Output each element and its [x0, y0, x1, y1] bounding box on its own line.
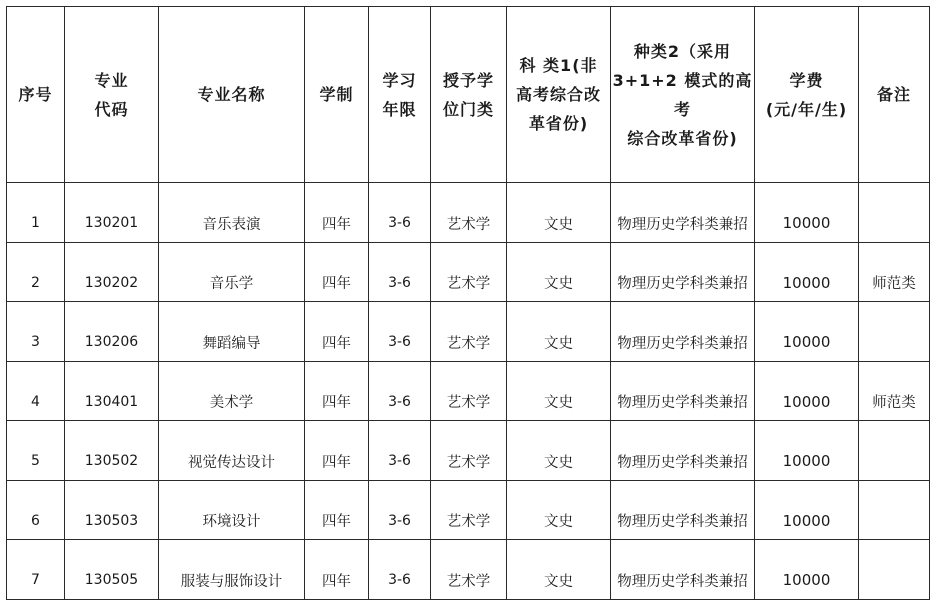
- cell-name: 音乐表演: [159, 183, 305, 243]
- cell-degree: 艺术学: [431, 302, 507, 362]
- cell-category1: 文史: [507, 302, 611, 362]
- table-row: [7, 540, 930, 600]
- cell-category2: 物理历史学科类兼招: [611, 421, 755, 481]
- cell-name: 音乐学: [159, 242, 305, 302]
- header-years-line: 年限: [382, 99, 417, 119]
- cell-category1: 文史: [507, 183, 611, 243]
- cell-seq: 7: [7, 540, 65, 600]
- cell-years: 3-6: [369, 361, 431, 421]
- cell-seq: 3: [7, 302, 65, 362]
- header-code-line: 专业: [94, 70, 129, 90]
- cell-degree: 艺术学: [431, 540, 507, 600]
- cell-system: 四年: [305, 421, 369, 481]
- cell-name: 美术学: [159, 361, 305, 421]
- cell-category2: 物理历史学科类兼招: [611, 361, 755, 421]
- header-fee-line: 学费: [789, 70, 824, 90]
- cell-category1: 文史: [507, 361, 611, 421]
- cell-system: 四年: [305, 540, 369, 600]
- cell-fee: 10000: [755, 183, 859, 243]
- table-row: [7, 242, 930, 302]
- header-category2-line: 种类2（采用: [633, 41, 732, 61]
- cell-fee: 10000: [755, 302, 859, 362]
- cell-note: [859, 421, 930, 481]
- cell-degree: 艺术学: [431, 421, 507, 481]
- cell-seq: 4: [7, 361, 65, 421]
- header-fee: [755, 7, 859, 183]
- header-category2-line: 3+1+2 模式的高考: [612, 70, 753, 119]
- header-degree: [431, 7, 507, 183]
- header-name-line: 专业名称: [197, 85, 266, 104]
- table-row: [7, 302, 930, 362]
- header-years: [369, 7, 431, 183]
- cell-degree: 艺术学: [431, 242, 507, 302]
- header-name: [159, 7, 305, 183]
- cell-years: 3-6: [369, 421, 431, 481]
- cell-category2: 物理历史学科类兼招: [611, 183, 755, 243]
- cell-name: 服装与服饰设计: [159, 540, 305, 600]
- cell-code: 130206: [65, 302, 159, 362]
- cell-category2: 物理历史学科类兼招: [611, 242, 755, 302]
- header-degree-line: 授予学: [442, 70, 494, 90]
- cell-note: [859, 540, 930, 600]
- header-category1-line: 科 类1(非: [519, 56, 598, 75]
- cell-category2: 物理历史学科类兼招: [611, 540, 755, 600]
- header-category1: [507, 7, 611, 183]
- cell-fee: 10000: [755, 421, 859, 481]
- cell-seq: 1: [7, 183, 65, 243]
- header-row: [7, 7, 930, 183]
- header-system: [305, 7, 369, 183]
- cell-category1: 文史: [507, 242, 611, 302]
- cell-years: 3-6: [369, 242, 431, 302]
- cell-system: 四年: [305, 480, 369, 540]
- cell-fee: 10000: [755, 242, 859, 302]
- table-row: [7, 183, 930, 243]
- cell-fee: 10000: [755, 480, 859, 540]
- header-category1-line: 革省份): [528, 114, 589, 133]
- cell-code: 130502: [65, 421, 159, 481]
- cell-years: 3-6: [369, 540, 431, 600]
- admissions-table: [6, 6, 930, 600]
- header-system-line: 学制: [319, 85, 354, 104]
- header-category1-line: 高考综合改: [515, 85, 601, 104]
- cell-seq: 2: [7, 242, 65, 302]
- header-degree-line: 位门类: [442, 99, 494, 119]
- cell-system: 四年: [305, 183, 369, 243]
- cell-system: 四年: [305, 361, 369, 421]
- cell-code: 130503: [65, 480, 159, 540]
- cell-name: 视觉传达设计: [159, 421, 305, 481]
- cell-fee: 10000: [755, 361, 859, 421]
- header-category2-line: 综合改革省份): [627, 128, 738, 148]
- header-category2: [611, 7, 755, 183]
- cell-note: [859, 480, 930, 540]
- cell-note: 师范类: [859, 361, 930, 421]
- cell-years: 3-6: [369, 480, 431, 540]
- admissions-table-wrapper: [6, 6, 930, 600]
- cell-name: 舞蹈编导: [159, 302, 305, 362]
- cell-system: 四年: [305, 302, 369, 362]
- header-years-line: 学习: [382, 70, 417, 90]
- cell-code: 130201: [65, 183, 159, 243]
- cell-note: [859, 183, 930, 243]
- cell-system: 四年: [305, 242, 369, 302]
- cell-years: 3-6: [369, 302, 431, 362]
- header-seq: [7, 7, 65, 183]
- header-seq-line: 序号: [18, 85, 53, 104]
- cell-code: 130202: [65, 242, 159, 302]
- header-note-line: 备注: [876, 85, 911, 104]
- header-code: [65, 7, 159, 183]
- table-row: [7, 361, 930, 421]
- header-note: [859, 7, 930, 183]
- cell-degree: 艺术学: [431, 361, 507, 421]
- cell-note: [859, 302, 930, 362]
- cell-category2: 物理历史学科类兼招: [611, 302, 755, 362]
- cell-category2: 物理历史学科类兼招: [611, 480, 755, 540]
- cell-seq: 6: [7, 480, 65, 540]
- cell-category1: 文史: [507, 421, 611, 481]
- cell-note: 师范类: [859, 242, 930, 302]
- header-code-line: 代码: [94, 99, 129, 119]
- cell-code: 130401: [65, 361, 159, 421]
- cell-years: 3-6: [369, 183, 431, 243]
- cell-category1: 文史: [507, 480, 611, 540]
- table-row: [7, 480, 930, 540]
- cell-degree: 艺术学: [431, 183, 507, 243]
- header-fee-line: (元/年/生): [765, 99, 848, 119]
- cell-degree: 艺术学: [431, 480, 507, 540]
- cell-category1: 文史: [507, 540, 611, 600]
- cell-seq: 5: [7, 421, 65, 481]
- cell-name: 环境设计: [159, 480, 305, 540]
- table-row: [7, 421, 930, 481]
- cell-fee: 10000: [755, 540, 859, 600]
- table-body: [7, 183, 930, 600]
- cell-code: 130505: [65, 540, 159, 600]
